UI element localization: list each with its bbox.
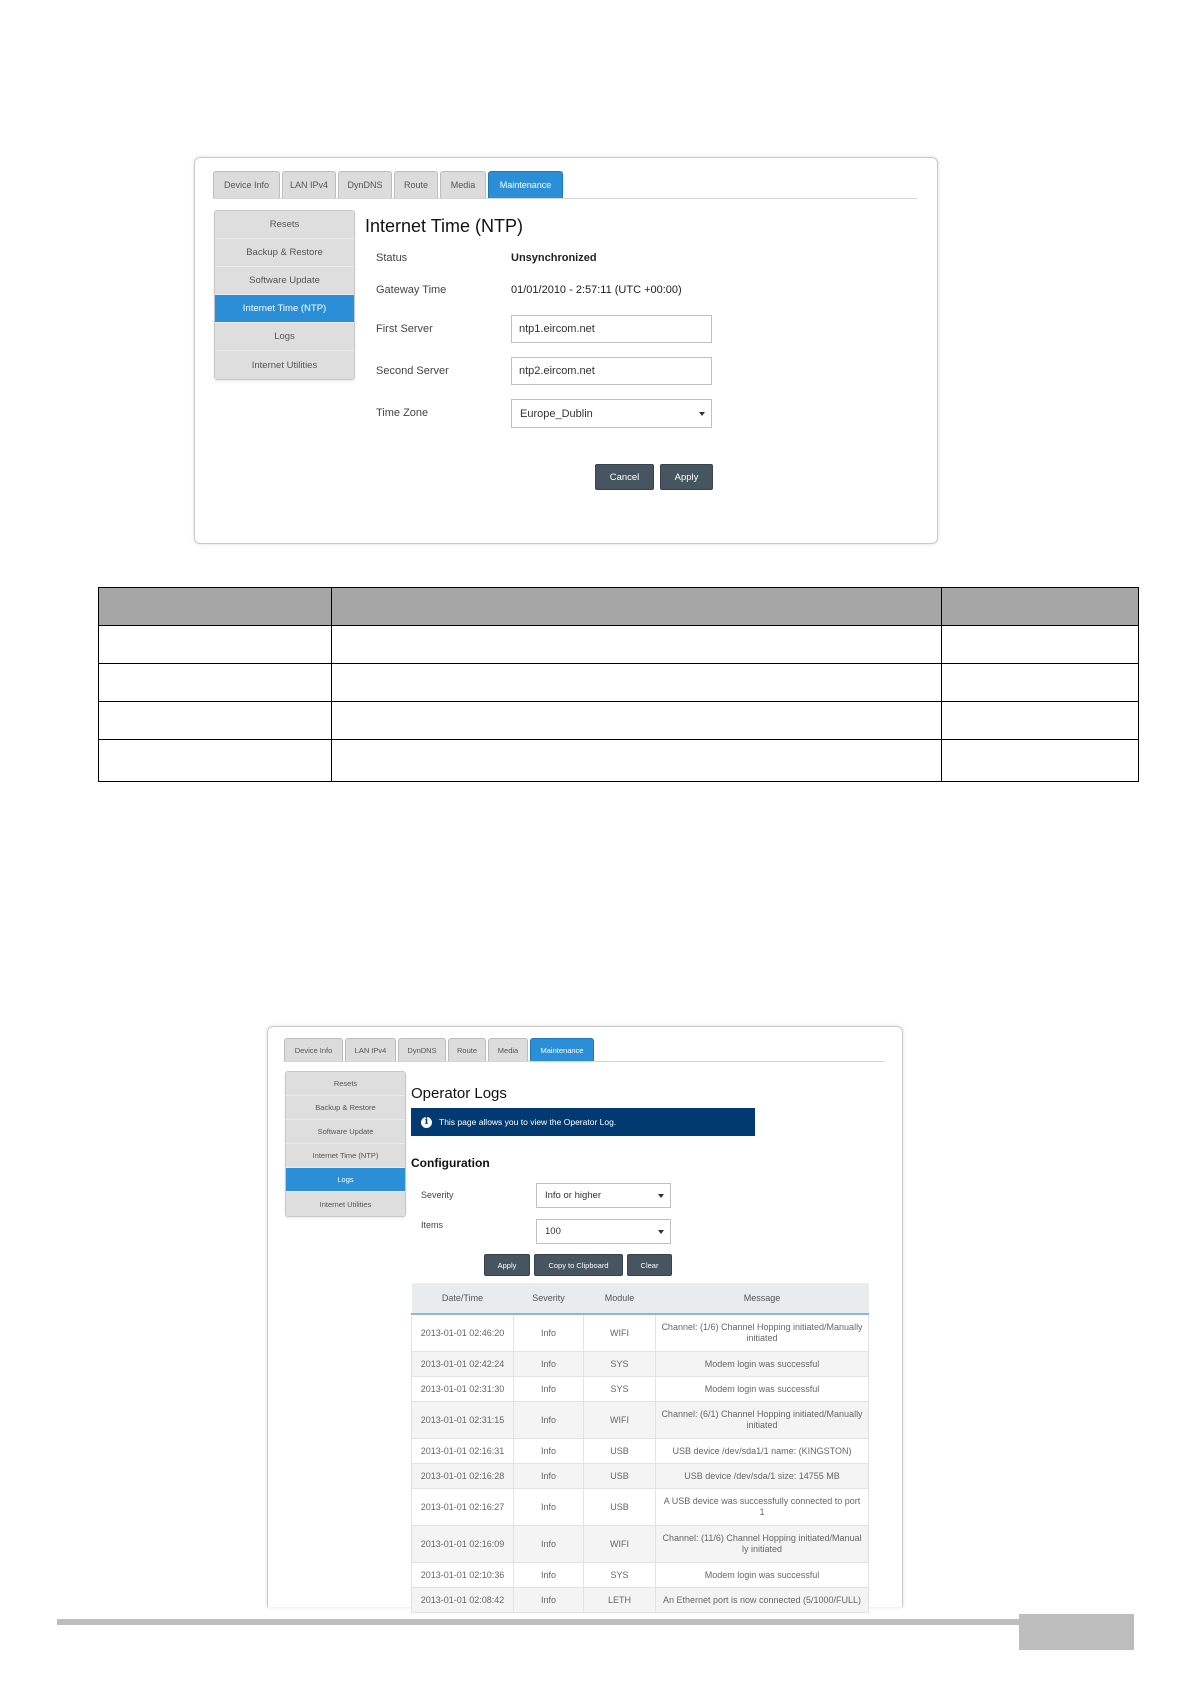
sidebar-item-internet-time[interactable]: Internet Time (NTP)	[286, 1144, 405, 1168]
tab-route[interactable]: Route	[448, 1038, 486, 1061]
sidebar-item-logs[interactable]: Logs	[215, 323, 354, 351]
table-row	[99, 702, 1139, 740]
severity-select[interactable]	[536, 1183, 671, 1208]
log-severity-cell: Info	[514, 1526, 584, 1563]
log-severity-cell: Info	[514, 1489, 584, 1526]
gateway-time-label: Gateway Time	[376, 284, 447, 296]
table-cell	[99, 626, 332, 664]
page-title: Internet Time (NTP)	[365, 216, 524, 236]
tab-divider	[284, 1061, 884, 1062]
table-cell	[332, 702, 942, 740]
log-message-cell: Channel: (11/6) Channel Hopping initiated/Manual ly initiated	[656, 1526, 869, 1563]
column-header-severity: Severity	[514, 1283, 584, 1314]
log-table-body	[412, 1314, 869, 1613]
items-value: 100	[545, 1226, 561, 1237]
tab-divider	[213, 198, 917, 199]
info-banner	[411, 1108, 755, 1136]
sidebar-item-internet-utilities[interactable]: Internet Utilities	[215, 351, 354, 379]
table-row	[412, 1489, 869, 1526]
tab-device-info[interactable]: Device Info	[284, 1038, 343, 1061]
second-server-input[interactable]	[511, 357, 712, 385]
log-datetime-cell: 2013-01-01 02:08:42	[412, 1588, 514, 1613]
logs-sidebar	[285, 1071, 406, 1217]
severity-label: Severity	[421, 1190, 454, 1200]
log-datetime-cell: 2013-01-01 02:16:28	[412, 1464, 514, 1489]
apply-button[interactable]: Apply	[484, 1254, 530, 1276]
cancel-button[interactable]: Cancel	[595, 464, 654, 490]
table-cell	[332, 664, 942, 702]
sidebar-item-backup-restore[interactable]: Backup & Restore	[215, 239, 354, 267]
log-message-cell: A USB device was successfully connected to port 1	[656, 1489, 869, 1526]
log-module-cell: LETH	[584, 1588, 656, 1613]
second-server-label: Second Server	[376, 365, 449, 377]
log-severity-cell: Info	[514, 1464, 584, 1489]
table-header-cell	[99, 588, 332, 626]
sidebar-item-resets[interactable]: Resets	[286, 1072, 405, 1096]
logs-tab-bar	[284, 1038, 594, 1061]
ntp-panel	[194, 157, 938, 544]
tab-dyndns[interactable]: DynDNS	[398, 1038, 446, 1061]
table-cell	[332, 740, 942, 782]
table-header-cell	[942, 588, 1139, 626]
log-datetime-cell: 2013-01-01 02:16:27	[412, 1489, 514, 1526]
sidebar-item-backup-restore[interactable]: Backup & Restore	[286, 1096, 405, 1120]
tab-lan-ipv4[interactable]: LAN IPv4	[345, 1038, 396, 1061]
table-header-row	[99, 588, 1139, 626]
table-cell	[942, 664, 1139, 702]
table-row	[412, 1588, 869, 1613]
parameter-table	[98, 587, 1139, 782]
table-row	[412, 1377, 869, 1402]
time-zone-label: Time Zone	[376, 407, 429, 419]
log-severity-cell: Info	[514, 1402, 584, 1439]
sidebar-item-internet-time[interactable]: Internet Time (NTP)	[215, 295, 354, 323]
chevron-down-icon	[658, 1230, 664, 1234]
log-module-cell: USB	[584, 1439, 656, 1464]
footer-bar	[57, 1619, 1019, 1625]
table-cell	[942, 626, 1139, 664]
table-cell	[99, 702, 332, 740]
log-datetime-cell: 2013-01-01 02:31:30	[412, 1377, 514, 1402]
column-header-message: Message	[656, 1283, 869, 1314]
items-label: Items	[421, 1220, 444, 1230]
log-module-cell: USB	[584, 1489, 656, 1526]
table-row	[412, 1526, 869, 1563]
gateway-time-value: 01/01/2010 - 2:57:11 (UTC +00:00)	[511, 284, 682, 296]
table-row	[412, 1402, 869, 1439]
log-severity-cell: Info	[514, 1314, 584, 1352]
logs-page-title: Operator Logs	[411, 1085, 507, 1102]
log-module-cell: USB	[584, 1464, 656, 1489]
status-value: Unsynchronized	[511, 252, 597, 264]
table-row	[99, 664, 1139, 702]
tab-media[interactable]: Media	[488, 1038, 528, 1061]
first-server-label: First Server	[376, 323, 433, 335]
time-zone-value: Europe_Dublin	[520, 407, 593, 420]
table-cell	[99, 664, 332, 702]
tab-device-info[interactable]: Device Info	[213, 171, 280, 198]
log-message-cell: Modem login was successful	[656, 1377, 869, 1402]
log-severity-cell: Info	[514, 1588, 584, 1613]
column-header-module: Module	[584, 1283, 656, 1314]
log-module-cell: WIFI	[584, 1526, 656, 1563]
tab-lan-ipv4[interactable]: LAN IPv4	[282, 171, 336, 198]
log-message-cell: Modem login was successful	[656, 1563, 869, 1588]
log-message-cell: Channel: (1/6) Channel Hopping initiated/Manually initiated	[656, 1314, 869, 1352]
log-severity-cell: Info	[514, 1352, 584, 1377]
ntp-sidebar	[214, 210, 355, 380]
log-severity-cell: Info	[514, 1377, 584, 1402]
log-datetime-cell: 2013-01-01 02:31:15	[412, 1402, 514, 1439]
log-module-cell: SYS	[584, 1352, 656, 1377]
log-module-cell: WIFI	[584, 1314, 656, 1352]
table-cell	[332, 626, 942, 664]
tab-media[interactable]: Media	[440, 171, 486, 198]
first-server-input[interactable]	[511, 315, 712, 343]
items-select[interactable]	[536, 1219, 671, 1244]
log-message-cell: An Ethernet port is now connected (5/1000/FULL)	[656, 1588, 869, 1613]
clear-button[interactable]: Clear	[627, 1254, 672, 1276]
table-cell	[99, 740, 332, 782]
log-message-cell: USB device /dev/sda/1 size: 14755 MB	[656, 1464, 869, 1489]
severity-value: Info or higher	[545, 1190, 601, 1201]
log-module-cell: SYS	[584, 1563, 656, 1588]
log-datetime-cell: 2013-01-01 02:42:24	[412, 1352, 514, 1377]
sidebar-item-software-update[interactable]: Software Update	[215, 267, 354, 295]
table-row	[412, 1464, 869, 1489]
log-table	[411, 1283, 869, 1613]
log-table-header	[412, 1283, 869, 1314]
log-message-cell: Channel: (6/1) Channel Hopping initiated/Manually initiated	[656, 1402, 869, 1439]
time-zone-select[interactable]	[511, 399, 712, 428]
log-datetime-cell: 2013-01-01 02:10:36	[412, 1563, 514, 1588]
ntp-tab-bar	[213, 171, 563, 198]
tab-maintenance[interactable]: Maintenance	[488, 171, 563, 198]
log-datetime-cell: 2013-01-01 02:16:31	[412, 1439, 514, 1464]
column-header-date-time: Date/Time	[412, 1283, 514, 1314]
info-icon: i	[421, 1117, 432, 1128]
log-datetime-cell: 2013-01-01 02:46:20	[412, 1314, 514, 1352]
copy-to-clipboard-button[interactable]: Copy to Clipboard	[534, 1254, 623, 1276]
table-row	[99, 740, 1139, 782]
sidebar-item-software-update[interactable]: Software Update	[286, 1120, 405, 1144]
log-message-cell: USB device /dev/sda1/1 name: (KINGSTON)	[656, 1439, 869, 1464]
table-row	[412, 1314, 869, 1352]
chevron-down-icon	[699, 412, 705, 416]
tab-dyndns[interactable]: DynDNS	[338, 171, 392, 198]
table-row	[412, 1439, 869, 1464]
tab-maintenance[interactable]: Maintenance	[530, 1038, 594, 1061]
log-severity-cell: Info	[514, 1439, 584, 1464]
sidebar-item-logs[interactable]: Logs	[286, 1168, 405, 1192]
configuration-heading: Configuration	[411, 1156, 490, 1170]
page-number-box	[1019, 1614, 1134, 1650]
table-row	[412, 1563, 869, 1588]
table-row	[412, 1352, 869, 1377]
chevron-down-icon	[658, 1194, 664, 1198]
status-label: Status	[376, 252, 408, 264]
table-cell	[942, 740, 1139, 782]
apply-button[interactable]: Apply	[660, 464, 713, 490]
sidebar-item-internet-utilities[interactable]: Internet Utilities	[286, 1192, 405, 1216]
sidebar-item-resets[interactable]: Resets	[215, 211, 354, 239]
log-message-cell: Modem login was successful	[656, 1352, 869, 1377]
log-datetime-cell: 2013-01-01 02:16:09	[412, 1526, 514, 1563]
table-header-cell	[332, 588, 942, 626]
table-cell	[942, 702, 1139, 740]
info-banner-text: This page allows you to view the Operator Log.	[439, 1117, 617, 1127]
log-module-cell: WIFI	[584, 1402, 656, 1439]
log-severity-cell: Info	[514, 1563, 584, 1588]
tab-route[interactable]: Route	[394, 171, 438, 198]
table-row	[99, 626, 1139, 664]
log-module-cell: SYS	[584, 1377, 656, 1402]
